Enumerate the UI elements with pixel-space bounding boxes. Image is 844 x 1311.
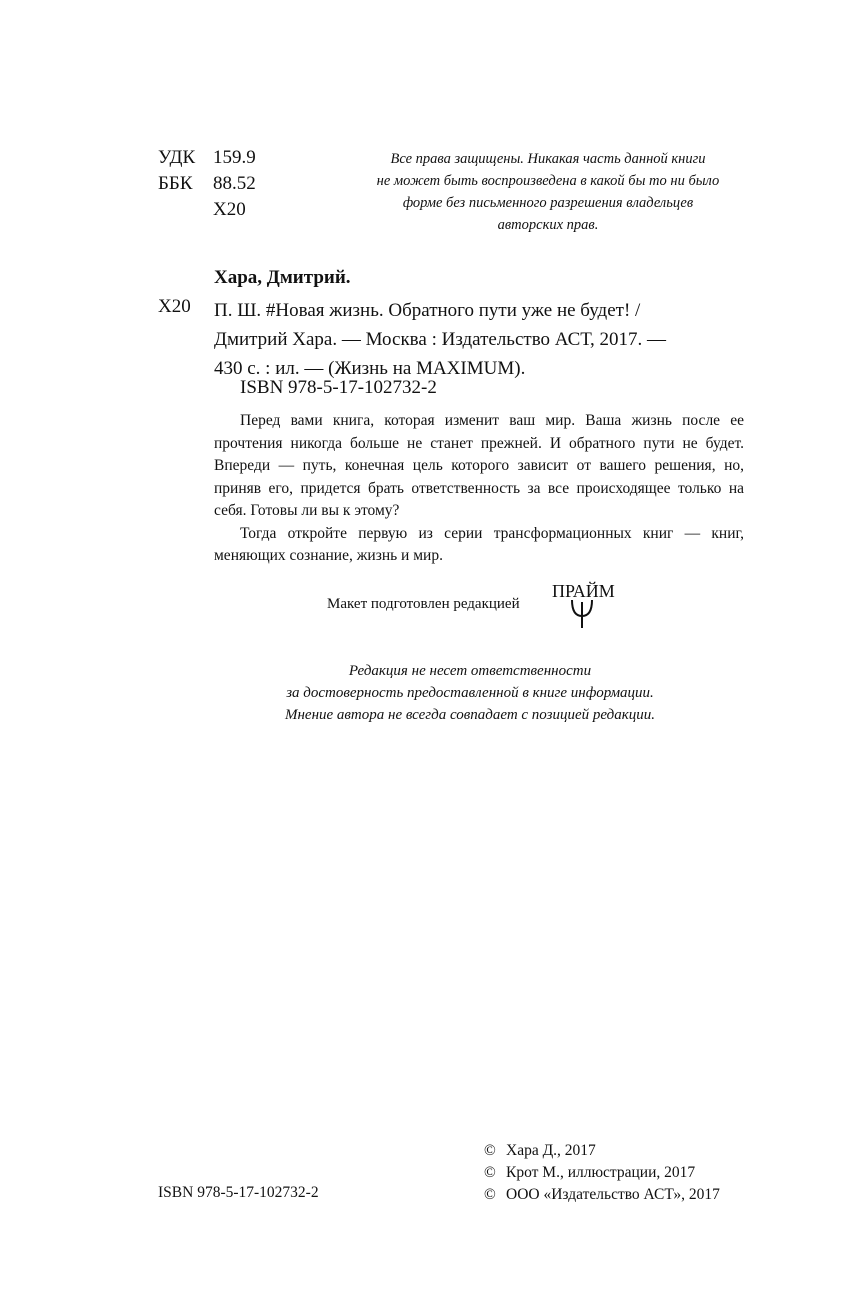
- copyright-text: ООО «Издательство АСТ», 2017: [506, 1186, 720, 1203]
- classification-key: [158, 197, 213, 223]
- praim-logo: [550, 578, 622, 630]
- biblio-line: П. Ш. #Новая жизнь. Обратного пути уже не будет! /: [214, 300, 641, 321]
- classification-key: УДК: [158, 147, 196, 168]
- biblio-line: Дмитрий Хара. — Москва : Издательство АСТ, 2017. —: [214, 329, 666, 350]
- bibliographic-record: [214, 296, 744, 383]
- annotation: [214, 410, 744, 568]
- prepared-by: Макет подготовлен редакцией: [327, 596, 520, 612]
- classification-value: 159.9: [213, 147, 256, 168]
- copyright-icon: ©: [484, 1186, 496, 1203]
- annotation-paragraph: Тогда откройте первую из серии трансформационных книг — книг, меняющих сознание, жизнь и мир.: [214, 524, 744, 564]
- disclaimer-line: Редакция не несет ответственности: [348, 663, 592, 679]
- classification-row-udk: [158, 145, 256, 171]
- classification-row-cutter: [158, 197, 256, 223]
- classification-value: Х20: [213, 199, 246, 220]
- isbn-main: ISBN 978-5-17-102732-2: [240, 377, 437, 398]
- disclaimer-line: за достоверность предоставленной в книге информации.: [286, 685, 654, 701]
- disclaimer-line: Мнение автора не всегда совпадает с позицией редакции.: [284, 707, 656, 723]
- rights-line: не может быть воспроизведена в какой бы то ни было: [376, 173, 720, 189]
- rights-line: Все права защищены. Никакая часть данной книги: [390, 151, 706, 167]
- copyright-text: Хара Д., 2017: [506, 1142, 596, 1159]
- annotation-paragraph: Перед вами книга, которая изменит ваш мир. Ваша жизнь после ее прочтения никогда больше не станет прежней. И обратного пути не будет. Впереди — путь, конечная цель которого зависит от вашего решения, но, приняв его, придется брать ответственность за все происходящее только на себя. Готовы ли вы к этому?: [214, 412, 744, 519]
- rights-line: форме без письменного разрешения владельцев: [402, 195, 694, 211]
- classification-key: ББК: [158, 173, 193, 194]
- author-heading: Хара, Дмитрий.: [214, 267, 351, 288]
- copyright-line: [484, 1184, 720, 1206]
- copyrights: [484, 1140, 720, 1206]
- rights-notice: [352, 148, 744, 236]
- copyright-line: [484, 1140, 720, 1162]
- classification-block: [158, 145, 256, 223]
- copyright-icon: ©: [484, 1142, 496, 1159]
- rights-line: авторских прав.: [497, 217, 599, 233]
- copyright-icon: ©: [484, 1164, 496, 1181]
- disclaimer: [260, 660, 680, 726]
- isbn-bottom: ISBN 978-5-17-102732-2: [158, 1184, 319, 1201]
- biblio-line: 430 с. : ил. — (Жизнь на MAXIMUM).: [214, 358, 526, 379]
- copyright-line: [484, 1162, 720, 1184]
- praim-logo-icon: [550, 578, 622, 630]
- praim-logo-text: ПРАЙМ: [552, 581, 615, 601]
- classification-row-bbk: [158, 171, 256, 197]
- cutter-code: Х20: [158, 296, 191, 317]
- classification-value: 88.52: [213, 173, 256, 194]
- copyright-text: Крот М., иллюстрации, 2017: [506, 1164, 696, 1181]
